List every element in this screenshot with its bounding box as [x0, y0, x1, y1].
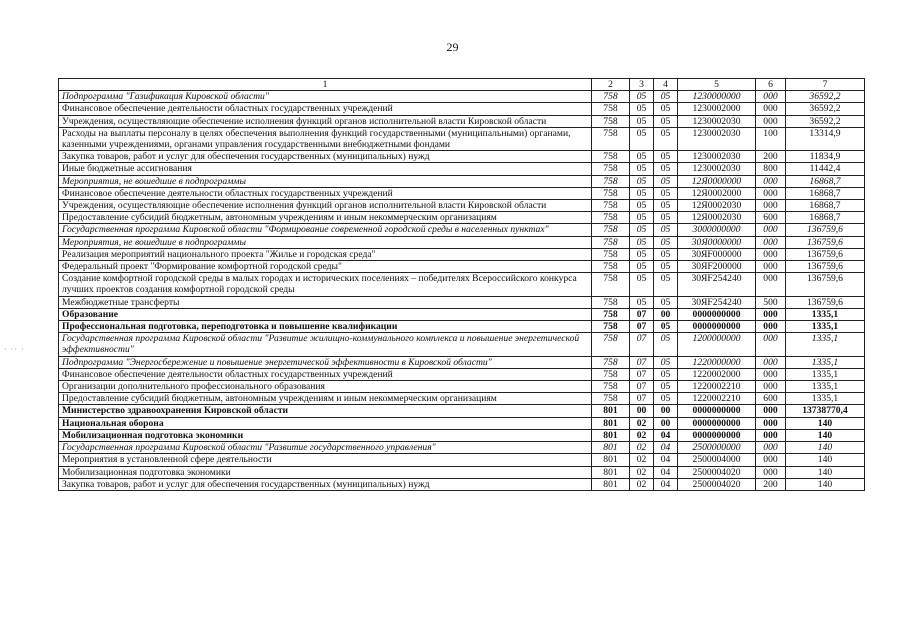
expense-type-code: 200 — [756, 478, 786, 490]
ministry-code: 758 — [592, 187, 630, 199]
ministry-code: 801 — [592, 454, 630, 466]
expense-type-code: 000 — [756, 417, 786, 429]
section-code: 05 — [630, 236, 654, 248]
subsection-code: 05 — [654, 103, 678, 115]
amount: 1335,1 — [786, 321, 865, 333]
ministry-code: 801 — [592, 405, 630, 417]
section-code: 05 — [630, 175, 654, 187]
subsection-code: 05 — [654, 200, 678, 212]
table-row — [59, 127, 865, 150]
subsection-code: 00 — [654, 405, 678, 417]
expense-type-code: 500 — [756, 296, 786, 308]
section-code: 07 — [630, 368, 654, 380]
subsection-code: 05 — [654, 236, 678, 248]
table-row — [59, 261, 865, 273]
expense-type-code: 100 — [756, 127, 786, 150]
ministry-code: 758 — [592, 333, 630, 356]
amount: 1335,1 — [786, 381, 865, 393]
line-item-name: Межбюджетные трансферты — [59, 296, 592, 308]
expense-type-code: 000 — [756, 429, 786, 441]
target-article-code: 1230000000 — [678, 91, 756, 103]
table-row — [59, 115, 865, 127]
expense-type-code: 000 — [756, 103, 786, 115]
target-article-code: 2500000000 — [678, 442, 756, 454]
table-row — [59, 91, 865, 103]
amount: 13314,9 — [786, 127, 865, 150]
table-row — [59, 248, 865, 260]
table-row — [59, 478, 865, 490]
table-row — [59, 454, 865, 466]
amount: 136759,6 — [786, 273, 865, 296]
table-row — [59, 393, 865, 405]
section-code: 05 — [630, 151, 654, 163]
ministry-code: 758 — [592, 212, 630, 224]
ministry-code: 758 — [592, 163, 630, 175]
ministry-code: 758 — [592, 273, 630, 296]
target-article-code: 1220000000 — [678, 356, 756, 368]
section-code: 02 — [630, 466, 654, 478]
table-row — [59, 405, 865, 417]
line-item-name: Расходы на выплаты персоналу в целях обеспечения выполнения функций государственными (муниципальными) органами, казенными учреждениями, органами управления государственными внебюджетными фондами — [59, 127, 592, 150]
subsection-code: 05 — [654, 333, 678, 356]
line-item-name: Учреждения, осуществляющие обеспечение исполнения функций органов исполнительной власти Кировской области — [59, 115, 592, 127]
ministry-code: 758 — [592, 356, 630, 368]
subsection-code: 04 — [654, 478, 678, 490]
subsection-code: 05 — [654, 273, 678, 296]
table-row — [59, 296, 865, 308]
expense-type-code: 600 — [756, 393, 786, 405]
target-article-code: 1230002030 — [678, 163, 756, 175]
section-code: 07 — [630, 393, 654, 405]
amount: 140 — [786, 442, 865, 454]
column-number: 4 — [654, 79, 678, 91]
table-row — [59, 212, 865, 224]
expense-type-code: 000 — [756, 466, 786, 478]
expense-type-code: 600 — [756, 212, 786, 224]
ministry-code: 758 — [592, 103, 630, 115]
table-row — [59, 466, 865, 478]
subsection-code: 04 — [654, 466, 678, 478]
target-article-code: 0000000000 — [678, 429, 756, 441]
line-item-name: Предоставление субсидий бюджетным, автономным учреждениям и иным некоммерческим организациям — [59, 212, 592, 224]
target-article-code: 1230002030 — [678, 115, 756, 127]
expense-type-code: 000 — [756, 91, 786, 103]
ministry-code: 758 — [592, 175, 630, 187]
amount: 140 — [786, 417, 865, 429]
target-article-code: 30ЯF000000 — [678, 248, 756, 260]
target-article-code: 0000000000 — [678, 321, 756, 333]
table-row — [59, 417, 865, 429]
section-code: 07 — [630, 381, 654, 393]
subsection-code: 05 — [654, 321, 678, 333]
expense-type-code: 000 — [756, 454, 786, 466]
column-number: 2 — [592, 79, 630, 91]
ministry-code: 801 — [592, 478, 630, 490]
ministry-code: 758 — [592, 248, 630, 260]
line-item-name: Мобилизационная подготовка экономики — [59, 429, 592, 441]
table-row — [59, 175, 865, 187]
target-article-code: 1220002210 — [678, 393, 756, 405]
amount: 1335,1 — [786, 333, 865, 356]
section-code: 05 — [630, 163, 654, 175]
target-article-code: 1220002000 — [678, 368, 756, 380]
subsection-code: 05 — [654, 261, 678, 273]
subsection-code: 05 — [654, 163, 678, 175]
table-row — [59, 356, 865, 368]
expense-type-code: 000 — [756, 115, 786, 127]
subsection-code: 05 — [654, 187, 678, 199]
target-article-code: 1230002000 — [678, 103, 756, 115]
ministry-code: 801 — [592, 417, 630, 429]
target-article-code: 1200000000 — [678, 333, 756, 356]
section-code: 05 — [630, 200, 654, 212]
ministry-code: 758 — [592, 368, 630, 380]
line-item-name: Мобилизационная подготовка экономики — [59, 466, 592, 478]
table-row — [59, 103, 865, 115]
line-item-name: Федеральный проект "Формирование комфортной городской среды" — [59, 261, 592, 273]
ministry-code: 758 — [592, 151, 630, 163]
ministry-code: 801 — [592, 466, 630, 478]
ministry-code: 801 — [592, 429, 630, 441]
target-article-code: 1230002030 — [678, 127, 756, 150]
line-item-name: Государственная программа Кировской области "Формирование современной городской среды в населенных пунктах" — [59, 224, 592, 236]
amount: 136759,6 — [786, 224, 865, 236]
expense-type-code: 000 — [756, 187, 786, 199]
line-item-name: Финансовое обеспечение деятельности областных государственных учреждений — [59, 103, 592, 115]
column-number: 5 — [678, 79, 756, 91]
section-code: 02 — [630, 478, 654, 490]
amount: 16868,7 — [786, 175, 865, 187]
line-item-name: Закупка товаров, работ и услуг для обеспечения государственных (муниципальных) нужд — [59, 478, 592, 490]
expense-type-code: 000 — [756, 273, 786, 296]
target-article-code: 0000000000 — [678, 405, 756, 417]
section-code: 05 — [630, 127, 654, 150]
line-item-name: Создание комфортной городской среды в малых городах и исторических поселениях – победителях Всероссийского конкурса лучших проектов создания комфортной городской среды — [59, 273, 592, 296]
ministry-code: 758 — [592, 224, 630, 236]
subsection-code: 05 — [654, 393, 678, 405]
amount: 140 — [786, 478, 865, 490]
amount: 11442,4 — [786, 163, 865, 175]
target-article-code: 0000000000 — [678, 417, 756, 429]
ministry-code: 758 — [592, 91, 630, 103]
subsection-code: 00 — [654, 417, 678, 429]
ministry-code: 758 — [592, 261, 630, 273]
subsection-code: 04 — [654, 442, 678, 454]
target-article-code: 2500004020 — [678, 466, 756, 478]
amount: 36592,2 — [786, 91, 865, 103]
subsection-code: 05 — [654, 115, 678, 127]
column-number: 3 — [630, 79, 654, 91]
amount: 1335,1 — [786, 308, 865, 320]
amount: 136759,6 — [786, 261, 865, 273]
ministry-code: 758 — [592, 127, 630, 150]
subsection-code: 04 — [654, 454, 678, 466]
section-code: 05 — [630, 261, 654, 273]
table-row — [59, 333, 865, 356]
table-row — [59, 381, 865, 393]
line-item-name: Подпрограмма "Газификация Кировской области" — [59, 91, 592, 103]
amount: 36592,2 — [786, 115, 865, 127]
expense-type-code: 000 — [756, 236, 786, 248]
line-item-name: Государственная программа Кировской области "Развитие государственного управления" — [59, 442, 592, 454]
section-code: 02 — [630, 429, 654, 441]
amount: 136759,6 — [786, 248, 865, 260]
line-item-name: Финансовое обеспечение деятельности областных государственных учреждений — [59, 187, 592, 199]
expense-type-code: 000 — [756, 248, 786, 260]
target-article-code: 12Я0002030 — [678, 200, 756, 212]
amount: 36592,2 — [786, 103, 865, 115]
table-row — [59, 224, 865, 236]
ministry-code: 758 — [592, 321, 630, 333]
section-code: 05 — [630, 296, 654, 308]
column-number: 1 — [59, 79, 592, 91]
section-code: 05 — [630, 248, 654, 260]
column-number-row — [59, 79, 865, 91]
subsection-code: 05 — [654, 296, 678, 308]
line-item-name: Мероприятия, не вошедшие в подпрограммы — [59, 236, 592, 248]
table-row — [59, 200, 865, 212]
table-row — [59, 273, 865, 296]
line-item-name: Государственная программа Кировской области "Развитие жилищно-коммунального комплекса и повышение энергетической эффективности" — [59, 333, 592, 356]
scan-artifact: · ·· · — [4, 345, 25, 354]
section-code: 05 — [630, 103, 654, 115]
ministry-code: 758 — [592, 381, 630, 393]
subsection-code: 05 — [654, 212, 678, 224]
budget-table — [58, 78, 865, 491]
target-article-code: 1230002030 — [678, 151, 756, 163]
amount: 16868,7 — [786, 200, 865, 212]
line-item-name: Подпрограмма "Энергосбережение и повышение энергетической эффективности в Кировской области" — [59, 356, 592, 368]
section-code: 05 — [630, 187, 654, 199]
subsection-code: 05 — [654, 381, 678, 393]
table-row — [59, 321, 865, 333]
amount: 136759,6 — [786, 236, 865, 248]
amount: 13738770,4 — [786, 405, 865, 417]
expense-type-code: 000 — [756, 368, 786, 380]
amount: 11834,9 — [786, 151, 865, 163]
budget-table-body — [59, 79, 865, 491]
column-number: 6 — [756, 79, 786, 91]
expense-type-code: 000 — [756, 442, 786, 454]
subsection-code: 05 — [654, 91, 678, 103]
target-article-code: 30ЯF254240 — [678, 273, 756, 296]
subsection-code: 00 — [654, 308, 678, 320]
ministry-code: 758 — [592, 296, 630, 308]
expense-type-code: 000 — [756, 405, 786, 417]
subsection-code: 05 — [654, 127, 678, 150]
expense-type-code: 000 — [756, 333, 786, 356]
line-item-name: Учреждения, осуществляющие обеспечение исполнения функций органов исполнительной власти Кировской области — [59, 200, 592, 212]
line-item-name: Организации дополнительного профессионального образования — [59, 381, 592, 393]
subsection-code: 05 — [654, 356, 678, 368]
amount: 1335,1 — [786, 356, 865, 368]
line-item-name: Министерство здравоохранения Кировской области — [59, 405, 592, 417]
subsection-code: 05 — [654, 175, 678, 187]
line-item-name: Реализация мероприятий национального проекта "Жилье и городская среда" — [59, 248, 592, 260]
amount: 1335,1 — [786, 393, 865, 405]
target-article-code: 30Я0000000 — [678, 236, 756, 248]
expense-type-code: 200 — [756, 151, 786, 163]
target-article-code: 30ЯF200000 — [678, 261, 756, 273]
ministry-code: 758 — [592, 236, 630, 248]
line-item-name: Мероприятия в установленной сфере деятельности — [59, 454, 592, 466]
table-row — [59, 429, 865, 441]
section-code: 05 — [630, 91, 654, 103]
section-code: 02 — [630, 417, 654, 429]
line-item-name: Национальная оборона — [59, 417, 592, 429]
ministry-code: 758 — [592, 308, 630, 320]
target-article-code: 12Я0002030 — [678, 212, 756, 224]
ministry-code: 801 — [592, 442, 630, 454]
section-code: 05 — [630, 115, 654, 127]
amount: 140 — [786, 466, 865, 478]
expense-type-code: 000 — [756, 308, 786, 320]
section-code: 00 — [630, 405, 654, 417]
section-code: 07 — [630, 321, 654, 333]
target-article-code: 30ЯF254240 — [678, 296, 756, 308]
target-article-code: 12Я0002000 — [678, 187, 756, 199]
amount: 16868,7 — [786, 187, 865, 199]
target-article-code: 2500004000 — [678, 454, 756, 466]
section-code: 02 — [630, 454, 654, 466]
table-row — [59, 368, 865, 380]
expense-type-code: 000 — [756, 321, 786, 333]
amount: 16868,7 — [786, 212, 865, 224]
target-article-code: 1220002210 — [678, 381, 756, 393]
subsection-code: 05 — [654, 248, 678, 260]
amount: 140 — [786, 429, 865, 441]
expense-type-code: 000 — [756, 381, 786, 393]
line-item-name: Закупка товаров, работ и услуг для обеспечения государственных (муниципальных) нужд — [59, 151, 592, 163]
expense-type-code: 000 — [756, 200, 786, 212]
column-number: 7 — [786, 79, 865, 91]
page-number: 29 — [446, 40, 459, 54]
subsection-code: 05 — [654, 368, 678, 380]
table-row — [59, 442, 865, 454]
expense-type-code: 000 — [756, 261, 786, 273]
line-item-name: Предоставление субсидий бюджетным, автономным учреждениям и иным некоммерческим организациям — [59, 393, 592, 405]
line-item-name: Профессиональная подготовка, переподготовка и повышение квалификации — [59, 321, 592, 333]
subsection-code: 05 — [654, 224, 678, 236]
section-code: 07 — [630, 356, 654, 368]
amount: 1335,1 — [786, 368, 865, 380]
subsection-code: 04 — [654, 429, 678, 441]
line-item-name: Мероприятия, не вошедшие в подпрограммы — [59, 175, 592, 187]
section-code: 05 — [630, 224, 654, 236]
table-row — [59, 151, 865, 163]
expense-type-code: 000 — [756, 224, 786, 236]
table-row — [59, 236, 865, 248]
table-row — [59, 187, 865, 199]
target-article-code: 0000000000 — [678, 308, 756, 320]
subsection-code: 05 — [654, 151, 678, 163]
section-code: 02 — [630, 442, 654, 454]
section-code: 05 — [630, 273, 654, 296]
line-item-name: Образование — [59, 308, 592, 320]
target-article-code: 3000000000 — [678, 224, 756, 236]
section-code: 07 — [630, 308, 654, 320]
expense-type-code: 000 — [756, 356, 786, 368]
amount: 136759,6 — [786, 296, 865, 308]
ministry-code: 758 — [592, 115, 630, 127]
ministry-code: 758 — [592, 393, 630, 405]
line-item-name: Иные бюджетные ассигнования — [59, 163, 592, 175]
target-article-code: 2500004020 — [678, 478, 756, 490]
section-code: 05 — [630, 212, 654, 224]
target-article-code: 12Я0000000 — [678, 175, 756, 187]
line-item-name: Финансовое обеспечение деятельности областных государственных учреждений — [59, 368, 592, 380]
expense-type-code: 000 — [756, 175, 786, 187]
expense-type-code: 800 — [756, 163, 786, 175]
ministry-code: 758 — [592, 200, 630, 212]
table-row — [59, 163, 865, 175]
table-row — [59, 308, 865, 320]
amount: 140 — [786, 454, 865, 466]
section-code: 07 — [630, 333, 654, 356]
